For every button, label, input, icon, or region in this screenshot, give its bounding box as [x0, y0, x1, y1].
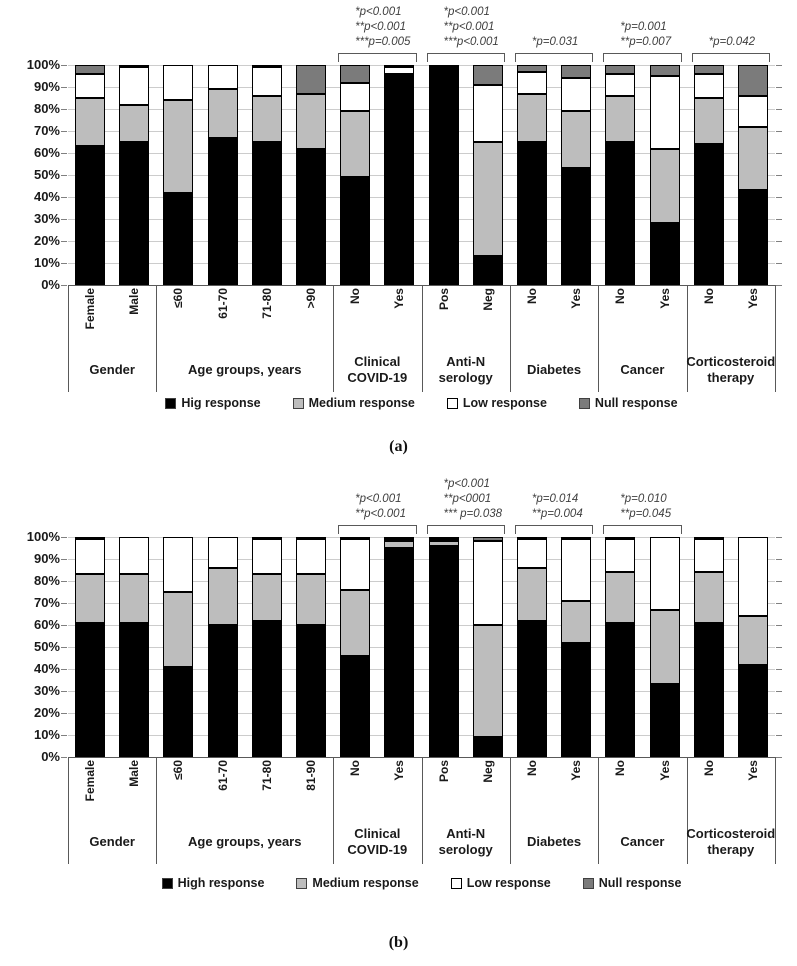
bar-segment-high — [252, 621, 282, 757]
bar-segment-hig — [75, 146, 105, 285]
x-tick-label: Yes — [569, 288, 584, 309]
bar-segment-hig — [517, 142, 547, 285]
p-value-line: *p<0.001 — [355, 493, 402, 505]
y-axis-tick — [776, 757, 782, 758]
x-tick-label: No — [524, 760, 539, 776]
bar-segment-low — [650, 537, 680, 610]
y-tick-label: 10% — [33, 255, 60, 270]
x-tick-label: Yes — [745, 288, 760, 309]
bar-segment-null — [384, 537, 414, 539]
significance-bracket — [338, 53, 416, 62]
bar-segment-medium — [384, 541, 414, 548]
bar-segment-null — [473, 65, 503, 85]
bar-segment-high — [650, 684, 680, 757]
bar-segment-high — [517, 621, 547, 757]
p-value-line: *** p=0.038 — [443, 508, 503, 520]
y-axis-tick — [61, 65, 67, 66]
bar-segment-low — [163, 537, 193, 592]
bar-segment-medium — [208, 568, 238, 625]
x-tick-label: Yes — [657, 760, 672, 781]
bar-segment-medium — [163, 100, 193, 192]
group-label: Age groups, years — [188, 362, 302, 378]
bar-segment-hig — [694, 144, 724, 285]
bar-segment-low — [163, 65, 193, 100]
bar-segment-low — [605, 74, 635, 96]
legend-label: Medium response — [308, 396, 415, 410]
p-value-annotation — [620, 20, 671, 50]
y-tick-label: 0% — [41, 277, 60, 292]
bar-segment-high — [384, 548, 414, 757]
bar-segment-null — [75, 65, 105, 74]
bar-segment-null — [605, 537, 635, 539]
x-tick-label: ≤60 — [171, 760, 186, 780]
x-tick-label: Neg — [480, 760, 495, 783]
y-axis-tick — [61, 285, 67, 286]
legend-item — [162, 876, 265, 890]
bar-segment-hig — [605, 142, 635, 285]
x-tick-label: Pos — [436, 288, 451, 311]
legend-swatch — [296, 878, 307, 889]
p-value-line: *p<0.001 — [443, 478, 490, 490]
y-tick-label: 30% — [33, 211, 60, 226]
bar-segment-high — [163, 667, 193, 757]
bar-segment-high — [694, 623, 724, 757]
significance-bracket — [515, 53, 593, 62]
legend-item — [447, 396, 547, 410]
legend-item — [583, 876, 682, 890]
bar-segment-null — [119, 65, 149, 67]
bar-segment-hig — [561, 168, 591, 285]
group-label: Corticosteroid therapy — [686, 826, 776, 857]
bar-segment-low — [429, 65, 459, 67]
bar-segment-null — [561, 65, 591, 78]
bar-segment-hig — [252, 142, 282, 285]
bar-segment-medium — [694, 572, 724, 623]
bar-segment-null — [252, 537, 282, 539]
bar-segment-hig — [738, 190, 768, 285]
bar-segment-null — [75, 537, 105, 539]
significance-bracket — [427, 525, 505, 534]
bar-segment-medium — [119, 105, 149, 142]
bar-segment-low — [429, 539, 459, 541]
bar-segment-null — [340, 537, 370, 539]
p-value-annotation — [532, 492, 583, 522]
bar-segment-medium — [208, 89, 238, 137]
y-axis-tick — [776, 109, 782, 110]
y-tick-label: 40% — [33, 189, 60, 204]
bar-segment-low — [75, 74, 105, 98]
y-axis-tick — [776, 285, 782, 286]
y-axis-tick — [61, 87, 67, 88]
y-axis-tick — [776, 735, 782, 736]
y-axis-tick — [776, 241, 782, 242]
x-tick-label: Yes — [392, 760, 407, 781]
legend-label: Null response — [594, 396, 678, 410]
p-value-line: **p<0001 — [443, 493, 492, 505]
bar-segment-low — [517, 539, 547, 568]
y-tick-label: 40% — [33, 661, 60, 676]
legend — [68, 396, 775, 410]
y-axis-tick — [776, 603, 782, 604]
y-axis-tick — [776, 197, 782, 198]
y-tick-label: 0% — [41, 749, 60, 764]
y-axis-tick — [776, 219, 782, 220]
x-tick-label: 61-70 — [215, 760, 230, 791]
y-axis-tick — [61, 109, 67, 110]
p-value-line: *p<0.001 — [443, 6, 490, 18]
y-axis-tick — [61, 263, 67, 264]
p-value-annotation — [444, 477, 503, 522]
y-axis-tick — [61, 603, 67, 604]
group-label: Clinical COVID-19 — [347, 826, 408, 857]
bar-segment-low — [296, 539, 326, 574]
chart-b — [0, 472, 797, 966]
x-tick-label: No — [524, 288, 539, 304]
group-label: Age groups, years — [188, 834, 302, 850]
y-tick-label: 60% — [33, 617, 60, 632]
x-tick-label: Yes — [745, 760, 760, 781]
caption-b: (b) — [388, 934, 409, 951]
y-axis-tick — [776, 65, 782, 66]
bar-segment-null — [605, 65, 635, 74]
x-tick-label: ≤60 — [171, 288, 186, 308]
significance-bracket — [338, 525, 416, 534]
x-tick-label: Female — [83, 288, 98, 330]
p-value-line: **p<0.001 — [443, 21, 495, 33]
p-value-line: ***p<0.001 — [443, 36, 499, 48]
bar-segment-high — [605, 623, 635, 757]
bar-segment-medium — [517, 94, 547, 142]
bar-segment-medium — [561, 601, 591, 643]
y-axis-tick — [776, 153, 782, 154]
bar-segment-medium — [429, 67, 459, 69]
bar-segment-medium — [473, 142, 503, 256]
p-value-line: *p=0.014 — [531, 493, 579, 505]
y-axis-tick — [61, 559, 67, 560]
x-tick-label: Female — [83, 760, 98, 802]
bar-segment-low — [252, 539, 282, 574]
bar-segment-hig — [429, 69, 459, 285]
bar-segment-null — [252, 65, 282, 67]
bar-segment-medium — [75, 574, 105, 622]
y-tick-label: 100% — [26, 57, 60, 72]
legend-label: Null response — [598, 876, 682, 890]
bar-segment-null — [561, 537, 591, 539]
y-tick-label: 20% — [33, 233, 60, 248]
bar-segment-low — [517, 72, 547, 94]
y-axis-tick — [61, 757, 67, 758]
group-label: Corticosteroid therapy — [686, 354, 776, 385]
x-tick-label: Yes — [392, 288, 407, 309]
bar-segment-medium — [252, 574, 282, 620]
group-label: Gender — [89, 362, 135, 378]
legend — [68, 876, 775, 890]
legend-item — [579, 396, 678, 410]
group-label: Diabetes — [526, 834, 582, 850]
bar-segment-low — [340, 539, 370, 590]
bar-segment-high — [473, 737, 503, 757]
y-axis-tick — [61, 153, 67, 154]
legend-label: High response — [177, 876, 265, 890]
p-value-line: **p=0.004 — [531, 508, 583, 520]
x-tick-label: No — [348, 288, 363, 304]
bar-segment-low — [694, 74, 724, 98]
y-tick-label: 80% — [33, 573, 60, 588]
y-axis-tick — [61, 175, 67, 176]
y-tick-label: 50% — [33, 167, 60, 182]
bar-segment-low — [650, 76, 680, 149]
x-tick-label: >90 — [304, 288, 319, 309]
bar-segment-null — [650, 65, 680, 76]
bar-segment-null — [429, 537, 459, 539]
significance-bracket — [515, 525, 593, 534]
x-tick-label: 81-90 — [304, 760, 319, 791]
p-value-line: *p=0.042 — [708, 36, 755, 48]
group-label: Clinical COVID-19 — [347, 354, 408, 385]
bar-segment-high — [208, 625, 238, 757]
bar-segment-low — [340, 83, 370, 112]
bar-segment-high — [119, 623, 149, 757]
x-tick-label: Male — [127, 288, 142, 315]
x-tick-label: Pos — [436, 760, 451, 783]
bar-segment-medium — [296, 574, 326, 625]
bar-segment-medium — [340, 590, 370, 656]
bar-segment-null — [296, 537, 326, 539]
significance-bracket — [603, 525, 681, 534]
group-label: Anti-N serology — [438, 826, 493, 857]
group-label: Anti-N serology — [438, 354, 493, 385]
x-tick-label: No — [701, 288, 716, 304]
bar-segment-medium — [75, 98, 105, 146]
y-axis-tick — [776, 625, 782, 626]
bar-segment-hig — [473, 256, 503, 285]
bar-segment-medium — [163, 592, 193, 667]
bar-segment-medium — [340, 111, 370, 177]
y-axis-tick — [776, 581, 782, 582]
y-axis-tick — [61, 713, 67, 714]
bar-segment-hig — [384, 76, 414, 285]
bar-segment-medium — [517, 568, 547, 621]
bar-segment-hig — [119, 142, 149, 285]
y-axis-tick — [61, 669, 67, 670]
bar-segment-medium — [605, 572, 635, 623]
bar-segment-medium — [650, 610, 680, 685]
legend-item — [451, 876, 551, 890]
chart-a — [0, 0, 797, 472]
p-value-line: **p<0.001 — [355, 21, 406, 33]
bar-segment-null — [694, 65, 724, 74]
legend-item — [165, 396, 260, 410]
y-axis-tick — [776, 537, 782, 538]
y-tick-label: 90% — [33, 551, 60, 566]
y-axis-tick — [61, 581, 67, 582]
bar-segment-high — [296, 625, 326, 757]
p-value-annotation — [355, 5, 410, 50]
bar-segment-null — [340, 65, 370, 83]
bar-segment-null — [517, 537, 547, 539]
bar-segment-null — [384, 65, 414, 67]
legend-label: Medium response — [312, 876, 419, 890]
x-tick-label: 61-70 — [215, 288, 230, 319]
y-axis-tick — [61, 691, 67, 692]
y-axis-tick — [61, 735, 67, 736]
bar-segment-hig — [208, 138, 238, 285]
y-axis-tick — [776, 87, 782, 88]
p-value-line: *p<0.001 — [355, 6, 402, 18]
y-axis-tick — [61, 647, 67, 648]
significance-bracket — [692, 53, 770, 62]
y-tick-label: 70% — [33, 595, 60, 610]
bar-segment-low — [473, 85, 503, 142]
bar-segment-medium — [384, 74, 414, 76]
bar-segment-hig — [296, 149, 326, 285]
legend-swatch — [583, 878, 594, 889]
legend-swatch — [162, 878, 173, 889]
y-tick-label: 30% — [33, 683, 60, 698]
x-tick-label: Neg — [480, 288, 495, 311]
bar-segment-medium — [694, 98, 724, 144]
bar-segment-null — [694, 537, 724, 539]
p-value-line: ***p=0.005 — [355, 36, 411, 48]
bar-segment-hig — [340, 177, 370, 285]
bar-segment-hig — [163, 193, 193, 285]
legend-label: Low response — [466, 876, 551, 890]
x-tick-label: Male — [127, 760, 142, 787]
p-value-line: *p=0.001 — [620, 21, 667, 33]
y-axis-tick — [61, 131, 67, 132]
legend-item — [293, 396, 415, 410]
bar-segment-medium — [561, 111, 591, 168]
x-tick-label: Yes — [657, 288, 672, 309]
bar-segment-medium — [738, 127, 768, 191]
legend-label: Low response — [462, 396, 547, 410]
bar-segment-low — [561, 78, 591, 111]
legend-swatch — [579, 398, 590, 409]
significance-bracket — [427, 53, 505, 62]
y-tick-label: 70% — [33, 123, 60, 138]
y-axis-tick — [776, 559, 782, 560]
y-tick-label: 20% — [33, 705, 60, 720]
bar-segment-low — [75, 539, 105, 574]
y-axis-tick — [776, 669, 782, 670]
y-axis-tick — [776, 131, 782, 132]
p-value-line: *p=0.010 — [620, 493, 667, 505]
x-tick-label: Yes — [569, 760, 584, 781]
p-value-line: **p<0.001 — [355, 508, 406, 520]
bar-segment-high — [429, 546, 459, 757]
bar-segment-low — [605, 539, 635, 572]
bar-segment-high — [561, 643, 591, 757]
bar-segment-null — [473, 537, 503, 541]
bar-segment-medium — [473, 625, 503, 737]
bar-segment-medium — [296, 94, 326, 149]
bar-segment-high — [75, 623, 105, 757]
bar-segment-null — [517, 65, 547, 72]
x-tick-label: No — [613, 760, 628, 776]
p-value-annotation — [355, 492, 406, 522]
y-tick-label: 100% — [26, 529, 60, 544]
x-tick-label: No — [701, 760, 716, 776]
legend-swatch — [165, 398, 176, 409]
group-label: Cancer — [620, 362, 665, 378]
y-tick-label: 80% — [33, 101, 60, 116]
x-tick-label: No — [348, 760, 363, 776]
y-axis-tick — [776, 175, 782, 176]
p-value-annotation — [709, 35, 755, 50]
y-axis-tick — [61, 219, 67, 220]
p-value-annotation — [620, 492, 671, 522]
bar-segment-low — [208, 537, 238, 568]
y-axis-tick — [61, 625, 67, 626]
bar-segment-low — [384, 67, 414, 74]
bar-segment-low — [119, 537, 149, 574]
legend-swatch — [451, 878, 462, 889]
bar-segment-null — [296, 65, 326, 94]
bar-segment-null — [738, 65, 768, 96]
group-label: Diabetes — [526, 362, 582, 378]
bar-segment-medium — [252, 96, 282, 142]
p-value-annotation — [444, 5, 499, 50]
bar-segment-low — [738, 537, 768, 616]
bar-segment-medium — [650, 149, 680, 224]
p-value-line: **p=0.045 — [620, 508, 672, 520]
y-axis-tick — [61, 537, 67, 538]
bar-segment-medium — [429, 541, 459, 545]
legend-swatch — [293, 398, 304, 409]
bar-segment-low — [119, 67, 149, 104]
group-label: Gender — [89, 834, 135, 850]
bar-segment-low — [208, 65, 238, 89]
y-axis-tick — [776, 647, 782, 648]
p-value-line: *p=0.031 — [531, 36, 579, 48]
y-axis-tick — [61, 197, 67, 198]
y-axis-tick — [776, 713, 782, 714]
y-axis-tick — [776, 263, 782, 264]
bar-segment-low — [561, 539, 591, 601]
y-axis-tick — [61, 241, 67, 242]
p-value-annotation — [532, 35, 578, 50]
group-label: Cancer — [620, 834, 665, 850]
bar-segment-medium — [119, 574, 149, 622]
x-tick-label: No — [613, 288, 628, 304]
legend-label: Hig response — [181, 396, 261, 410]
x-tick-label: 71-80 — [259, 288, 274, 319]
bar-segment-low — [252, 67, 282, 96]
y-tick-label: 90% — [33, 79, 60, 94]
bar-segment-hig — [650, 223, 680, 285]
p-value-line: **p=0.007 — [620, 36, 672, 48]
bar-segment-low — [384, 539, 414, 541]
x-tick-label: 71-80 — [259, 760, 274, 791]
significance-bracket — [603, 53, 681, 62]
bar-segment-low — [473, 541, 503, 625]
bar-segment-high — [738, 665, 768, 757]
y-tick-label: 50% — [33, 639, 60, 654]
bar-segment-low — [738, 96, 768, 127]
y-axis-tick — [776, 691, 782, 692]
y-tick-label: 60% — [33, 145, 60, 160]
bar-segment-low — [694, 539, 724, 572]
caption-a: (a) — [389, 438, 408, 455]
legend-swatch — [447, 398, 458, 409]
bar-segment-medium — [605, 96, 635, 142]
legend-item — [296, 876, 418, 890]
bar-segment-medium — [738, 616, 768, 664]
bar-segment-high — [340, 656, 370, 757]
y-tick-label: 10% — [33, 727, 60, 742]
